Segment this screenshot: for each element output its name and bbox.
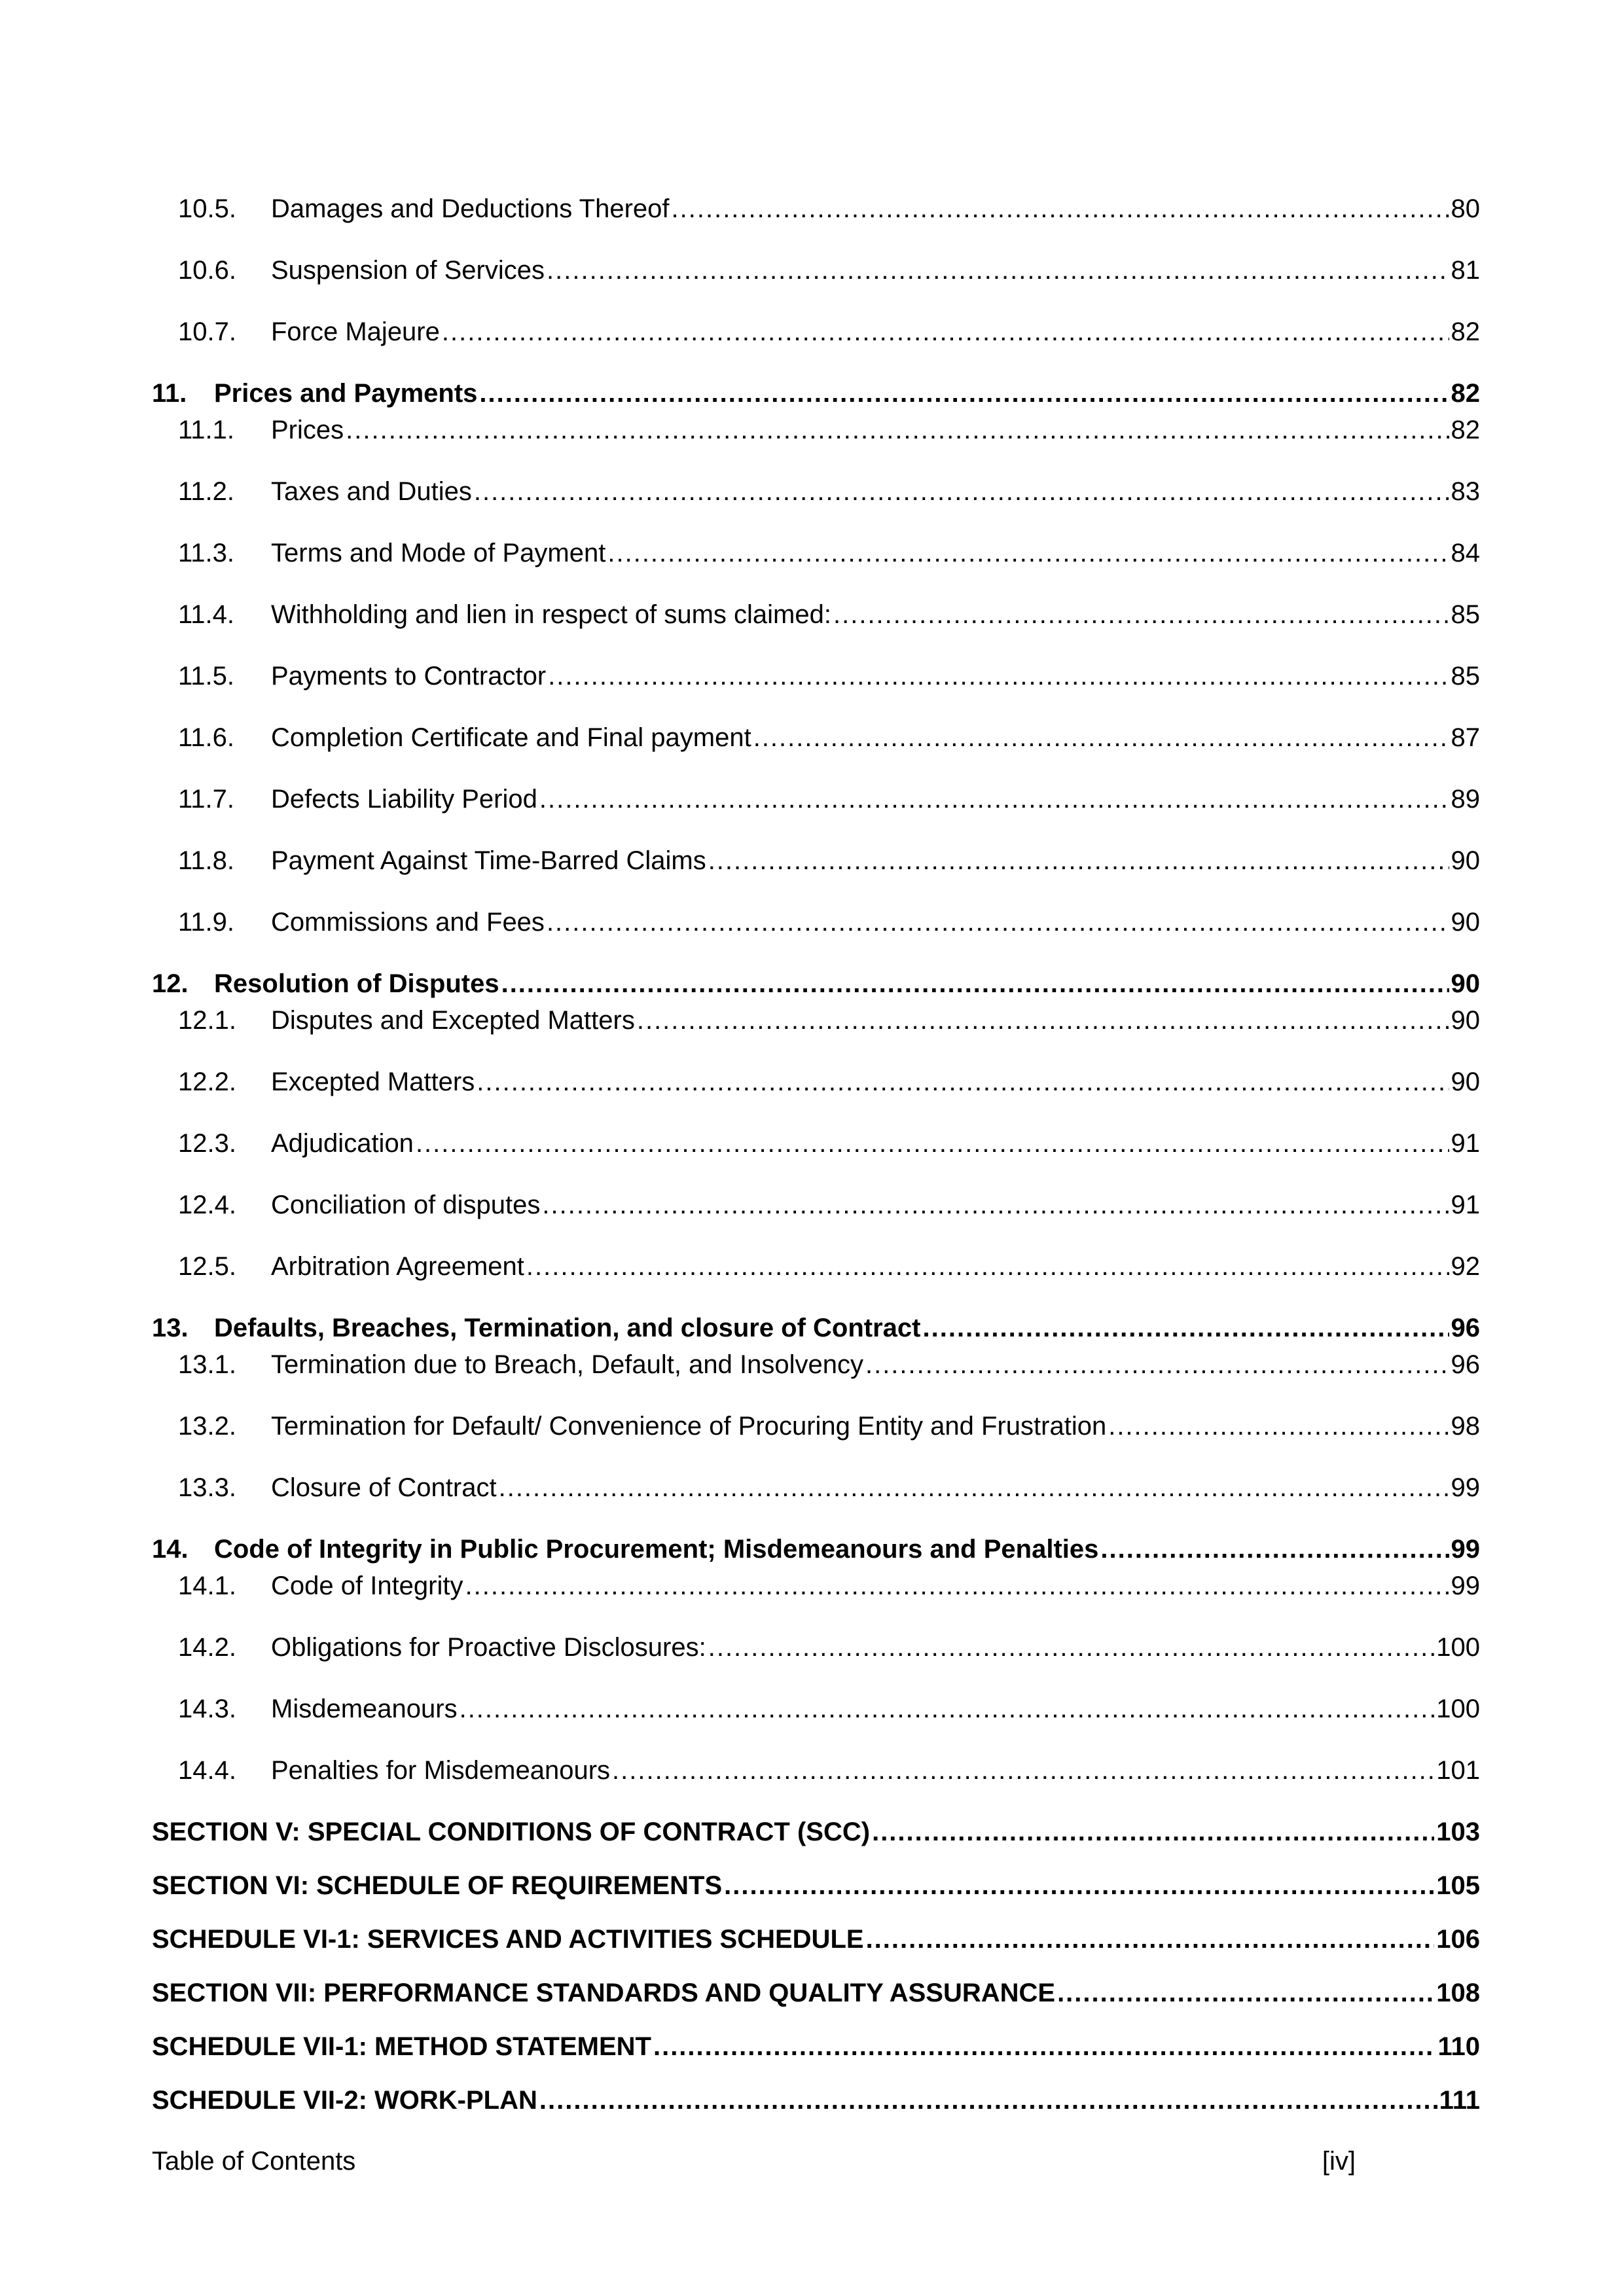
toc-entry-number: 11.6.	[178, 723, 234, 752]
toc-entry-page: 100	[1436, 1695, 1480, 1723]
toc-leader-dots	[542, 1189, 1449, 1221]
page-footer	[152, 2145, 1480, 2177]
toc-entry-title: Disputes and Excepted Matters	[271, 1006, 635, 1035]
toc-leader-dots	[1108, 1410, 1449, 1442]
toc-entry-page: 90	[1451, 846, 1480, 875]
toc-entry-title: Payment Against Time-Barred Claims	[271, 846, 706, 875]
toc-entry-number: 11.5.	[178, 662, 234, 691]
toc-entry	[152, 1472, 1480, 1503]
toc-entry-number: 10.7.	[178, 317, 236, 346]
toc-entry-page: 92	[1451, 1252, 1480, 1281]
toc-leader-dots	[865, 1349, 1449, 1380]
toc-entry-page: 85	[1451, 600, 1480, 629]
toc-entry	[152, 906, 1480, 938]
toc-leader-dots	[346, 414, 1449, 446]
toc-entry-title: Penalties for Misdemeanours	[271, 1756, 611, 1785]
toc-leader-dots	[547, 906, 1449, 938]
toc-entry-page: 90	[1451, 908, 1480, 937]
toc-entry-page: 80	[1451, 194, 1480, 223]
toc-entry-number: 11.7.	[178, 785, 234, 814]
toc-leader-dots	[477, 1066, 1449, 1098]
toc-entry-title: Completion Certificate and Final payment	[271, 723, 751, 752]
toc-entry-page: 99	[1451, 1473, 1480, 1502]
toc-entry	[152, 1189, 1480, 1221]
toc-entry-number: 13.3.	[178, 1473, 236, 1502]
toc-entry	[152, 414, 1480, 446]
toc-entry-page: 84	[1451, 539, 1480, 567]
toc-entry	[152, 1755, 1480, 1786]
toc-leader-dots	[501, 968, 1449, 999]
toc-entry-title: Obligations for Proactive Disclosures:	[271, 1633, 706, 1662]
toc-entry-title: Prices and Payments	[214, 379, 478, 408]
toc-entry-title: Code of Integrity	[271, 1571, 463, 1600]
toc-entry-number: 14.	[152, 1535, 189, 1564]
toc-entry-page: 83	[1451, 477, 1480, 506]
toc-leader-dots	[753, 722, 1449, 753]
toc-list	[152, 193, 1480, 2138]
toc-entry-page: 99	[1451, 1571, 1480, 1600]
toc-entry-number: 11.8.	[178, 846, 234, 875]
toc-entry-title: Arbitration Agreement	[271, 1252, 524, 1281]
toc-entry-number: 13.1.	[178, 1350, 236, 1379]
footer-page-number: [iv]	[1322, 2147, 1356, 2176]
toc-entry	[152, 845, 1480, 876]
toc-leader-dots	[474, 476, 1449, 507]
toc-leader-dots	[416, 1128, 1449, 1159]
toc-leader-dots	[1100, 1534, 1449, 1565]
toc-entry	[152, 316, 1480, 348]
toc-leader-dots	[923, 1312, 1449, 1344]
toc-entry-title: SCHEDULE VI-1: SERVICES AND ACTIVITIES SCHEDULE	[152, 1925, 864, 1954]
toc-entry-page: 105	[1436, 1871, 1480, 1900]
toc-entry-title: Suspension of Services	[271, 256, 545, 285]
toc-entry-page: 90	[1451, 1067, 1480, 1096]
toc-leader-dots	[833, 599, 1449, 630]
toc-entry-page: 89	[1451, 785, 1480, 814]
toc-leader-dots	[465, 1570, 1449, 1602]
toc-leader-dots	[637, 1005, 1449, 1036]
toc-entry-title: Adjudication	[271, 1129, 414, 1158]
toc-entry	[152, 1066, 1480, 1098]
toc-entry-title: Conciliation of disputes	[271, 1191, 541, 1219]
toc-entry-page: 82	[1451, 416, 1480, 444]
toc-entry-title: Force Majeure	[271, 317, 440, 346]
toc-entry-number: 14.1.	[178, 1571, 236, 1600]
toc-entry-number: 11.1.	[178, 416, 234, 444]
toc-leader-dots	[607, 537, 1449, 569]
toc-entry-page: 90	[1451, 1006, 1480, 1035]
toc-entry	[152, 1005, 1480, 1036]
toc-entry	[152, 1632, 1480, 1663]
toc-leader-dots	[479, 378, 1449, 409]
toc-leader-dots	[1057, 1977, 1434, 2009]
toc-entry-number: 12.1.	[178, 1006, 236, 1035]
toc-entry-title: Excepted Matters	[271, 1067, 475, 1096]
toc-entry-number: 11.	[152, 379, 187, 408]
toc-entry	[152, 722, 1480, 753]
toc-entry-title: Defects Liability Period	[271, 785, 537, 814]
toc-entry-number: 11.4.	[178, 600, 234, 629]
toc-entry-title: Taxes and Duties	[271, 477, 472, 506]
toc-entry-title: Closure of Contract	[271, 1473, 497, 1502]
toc-entry-title: SCHEDULE VII-1: METHOD STATEMENT	[152, 2032, 651, 2061]
toc-entry-title: Termination for Default/ Convenience of Procuring Entity and Frustration	[271, 1412, 1107, 1441]
toc-entry-title: Misdemeanours	[271, 1695, 458, 1723]
toc-entry	[152, 599, 1480, 630]
toc-entry-page: 90	[1451, 969, 1480, 998]
toc-entry-page: 108	[1436, 1979, 1480, 2007]
toc-entry	[152, 968, 1480, 999]
toc-section-entry	[152, 2085, 1480, 2116]
toc-leader-dots	[442, 316, 1449, 348]
toc-leader-dots	[460, 1693, 1435, 1725]
toc-entry-page: 103	[1436, 1818, 1480, 1846]
toc-section-entry	[152, 1816, 1480, 1848]
toc-entry-title: SECTION V: SPECIAL CONDITIONS OF CONTRACT (SCC)	[152, 1818, 871, 1846]
toc-entry	[152, 1410, 1480, 1442]
toc-entry-title: Payments to Contractor	[271, 662, 547, 691]
toc-entry	[152, 783, 1480, 815]
toc-entry-page: 82	[1451, 379, 1480, 408]
toc-entry-number: 12.3.	[178, 1129, 236, 1158]
toc-entry	[152, 476, 1480, 507]
toc-entry-page: 99	[1451, 1535, 1480, 1564]
toc-entry-number: 11.2.	[178, 477, 234, 506]
toc-entry-page: 98	[1451, 1412, 1480, 1441]
toc-leader-dots	[708, 1632, 1435, 1663]
toc-section-entry	[152, 1924, 1480, 1955]
toc-entry-title: Damages and Deductions Thereof	[271, 194, 670, 223]
toc-entry-page: 91	[1451, 1191, 1480, 1219]
toc-entry-title: Prices	[271, 416, 344, 444]
toc-leader-dots	[612, 1755, 1434, 1786]
toc-entry-title: Termination due to Breach, Default, and Insolvency	[271, 1350, 863, 1379]
toc-leader-dots	[547, 255, 1449, 286]
toc-entry-title: Terms and Mode of Payment	[271, 539, 606, 567]
toc-leader-dots	[866, 1924, 1435, 1955]
toc-entry	[152, 537, 1480, 569]
toc-entry	[152, 1312, 1480, 1344]
toc-entry-page: 91	[1451, 1129, 1480, 1158]
toc-entry	[152, 193, 1480, 224]
toc-entry-page: 85	[1451, 662, 1480, 691]
toc-entry-number: 12.4.	[178, 1191, 236, 1219]
toc-entry	[152, 1534, 1480, 1565]
toc-entry-page: 87	[1451, 723, 1480, 752]
toc-entry-number: 10.6.	[178, 256, 236, 285]
toc-entry	[152, 1570, 1480, 1602]
toc-section-entry	[152, 2031, 1480, 2062]
toc-entry-number: 14.2.	[178, 1633, 236, 1662]
toc-entry-page: 82	[1451, 317, 1480, 346]
toc-entry-page: 110	[1437, 2032, 1480, 2061]
toc-entry	[152, 660, 1480, 692]
toc-leader-dots	[872, 1816, 1434, 1848]
toc-leader-dots	[548, 660, 1449, 692]
toc-entry-number: 11.9.	[178, 908, 234, 937]
toc-entry-page: 111	[1439, 2086, 1480, 2115]
toc-entry-number: 12.2.	[178, 1067, 236, 1096]
toc-entry-page: 106	[1436, 1925, 1480, 1954]
toc-section-entry	[152, 1977, 1480, 2009]
toc-entry-number: 14.3.	[178, 1695, 236, 1723]
toc-entry-title: Code of Integrity in Public Procurement; Misdemeanours and Penalties	[214, 1535, 1099, 1564]
toc-entry	[152, 1693, 1480, 1725]
toc-leader-dots	[539, 2085, 1437, 2116]
toc-leader-dots	[672, 193, 1449, 224]
toc-entry	[152, 1349, 1480, 1380]
footer-title: Table of Contents	[152, 2147, 356, 2176]
toc-entry-number: 12.	[152, 969, 189, 998]
toc-entry-number: 13.2.	[178, 1412, 236, 1441]
toc-entry-number: 11.3.	[178, 539, 234, 567]
toc-entry-title: Resolution of Disputes	[214, 969, 499, 998]
toc-entry	[152, 1251, 1480, 1282]
toc-leader-dots	[526, 1251, 1449, 1282]
toc-entry	[152, 255, 1480, 286]
toc-leader-dots	[499, 1472, 1449, 1503]
toc-entry-title: Withholding and lien in respect of sums claimed:	[271, 600, 831, 629]
toc-entry	[152, 378, 1480, 409]
toc-entry-title: SECTION VI: SCHEDULE OF REQUIREMENTS	[152, 1871, 723, 1900]
toc-entry-page: 96	[1451, 1314, 1480, 1342]
toc-entry-page: 100	[1436, 1633, 1480, 1662]
toc-entry-number: 10.5.	[178, 194, 236, 223]
toc-entry-title: Commissions and Fees	[271, 908, 545, 937]
toc-leader-dots	[539, 783, 1449, 815]
toc-entry-page: 96	[1451, 1350, 1480, 1379]
toc-entry-number: 14.4.	[178, 1756, 236, 1785]
toc-entry-title: SECTION VII: PERFORMANCE STANDARDS AND QUALITY ASSURANCE	[152, 1979, 1056, 2007]
toc-entry-title: Defaults, Breaches, Termination, and closure of Contract	[214, 1314, 921, 1342]
toc-entry	[152, 1128, 1480, 1159]
toc-leader-dots	[653, 2031, 1436, 2062]
toc-section-entry	[152, 1870, 1480, 1901]
toc-leader-dots	[708, 845, 1449, 876]
toc-entry-number: 12.5.	[178, 1252, 236, 1281]
toc-entry-title: SCHEDULE VII-2: WORK-PLAN	[152, 2086, 537, 2115]
toc-entry-number: 13.	[152, 1314, 189, 1342]
toc-entry-page: 81	[1451, 256, 1480, 285]
toc-leader-dots	[724, 1870, 1434, 1901]
toc-entry-page: 101	[1436, 1756, 1480, 1785]
